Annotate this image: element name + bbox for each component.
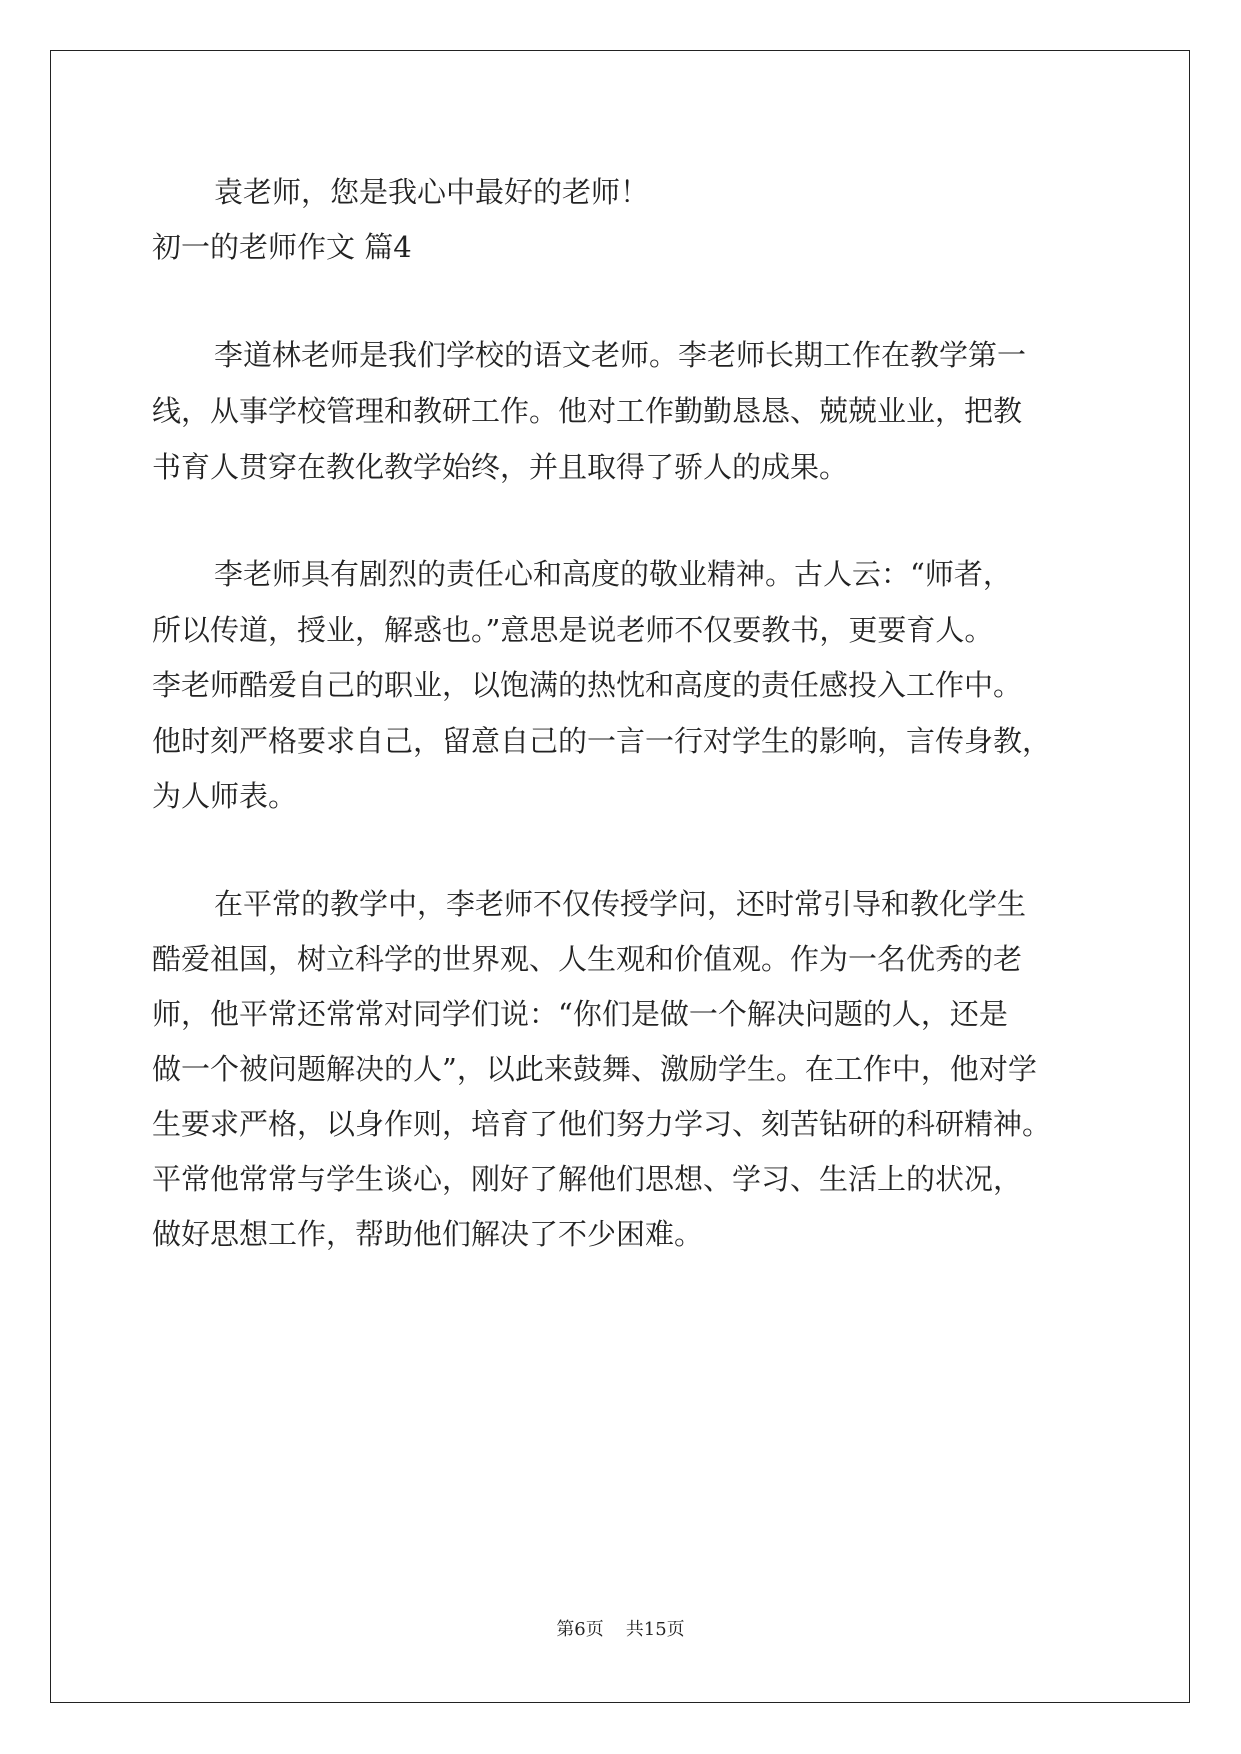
page-total: 共15页 xyxy=(625,1619,685,1640)
page-border xyxy=(50,50,1190,1703)
section-heading: 初一的老师作文 篇4 xyxy=(152,230,412,264)
text-line: 平常他常常与学生谈心，刚好了解他们思想、学习、生活上的状况， xyxy=(152,1162,1023,1196)
text-line: 做好思想工作，帮助他们解决了不少困难。 xyxy=(152,1217,704,1251)
text-line: 生要求严格，以身作则，培育了他们努力学习、刻苦钻研的科研精神。 xyxy=(152,1107,1052,1141)
text-line: 所以传道，授业，解惑也。”意思是说老师不仅要教书，更要育人。 xyxy=(152,613,994,647)
text-line: 为人师表。 xyxy=(152,779,298,813)
text-line: 李老师具有剧烈的责任心和高度的敬业精神。古人云：“师者， xyxy=(214,557,1012,591)
text-line: 书育人贯穿在教化教学始终，并且取得了骄人的成果。 xyxy=(152,450,849,484)
text-line: 在平常的教学中，李老师不仅传授学问，还时常引导和教化学生 xyxy=(214,887,1027,921)
text-line: 袁老师，您是我心中最好的老师！ xyxy=(214,175,650,209)
text-line: 线，从事学校管理和教研工作。他对工作勤勤恳恳、兢兢业业，把教 xyxy=(152,394,1023,428)
text-line: 师，他平常还常常对同学们说：“你们是做一个解决问题的人，还是 xyxy=(152,997,1008,1031)
text-line: 酷爱祖国，树立科学的世界观、人生观和价值观。作为一名优秀的老 xyxy=(152,942,1023,976)
page-footer xyxy=(0,1615,1241,1641)
text-line: 李老师酷爱自己的职业，以饱满的热忱和高度的责任感投入工作中。 xyxy=(152,668,1023,702)
text-line: 李道林老师是我们学校的语文老师。李老师长期工作在教学第一 xyxy=(214,338,1027,372)
page-number: 第6页 xyxy=(556,1619,604,1640)
text-line: 做一个被问题解决的人”，以此来鼓舞、激励学生。在工作中，他对学 xyxy=(152,1052,1037,1086)
text-line: 他时刻严格要求自己，留意自己的一言一行对学生的影响，言传身教， xyxy=(152,724,1052,758)
